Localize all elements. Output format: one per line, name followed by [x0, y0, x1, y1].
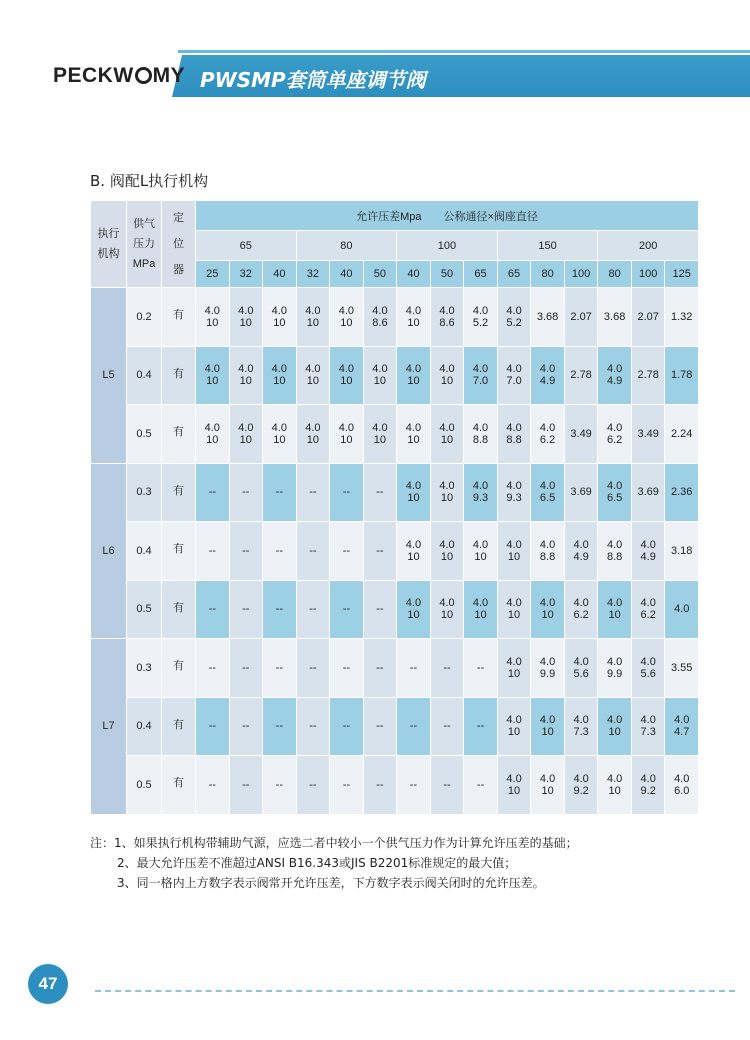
value-cell: --	[430, 697, 464, 756]
actuator-L5: L5	[91, 288, 127, 464]
value-cell: 4.0 10	[598, 580, 632, 639]
value-cell: --	[196, 522, 230, 581]
notes	[90, 833, 578, 893]
dn-65: 65	[196, 231, 297, 261]
value-cell: 4.0 8.6	[363, 288, 397, 347]
positioner: 有	[162, 405, 196, 464]
value-cell: 4.0 10	[330, 288, 364, 347]
value-cell: 2.78	[631, 346, 665, 405]
value-cell: 4.0 6.2	[631, 580, 665, 639]
value-cell: 4.0 10	[531, 580, 565, 639]
value-cell: 4.0 10	[263, 346, 297, 405]
value-cell: --	[196, 756, 230, 815]
value-cell: --	[330, 463, 364, 522]
value-cell: 2.24	[665, 405, 699, 464]
positioner: 有	[162, 756, 196, 815]
value-cell: --	[430, 756, 464, 815]
value-cell: 3.49	[631, 405, 665, 464]
value-cell: 4.0 10	[497, 522, 531, 581]
value-cell: 3.68	[598, 288, 632, 347]
value-cell: --	[263, 522, 297, 581]
value-cell: --	[363, 756, 397, 815]
value-cell: --	[397, 639, 431, 698]
positioner: 有	[162, 639, 196, 698]
value-cell: --	[263, 463, 297, 522]
value-cell: 4.0 7.0	[464, 346, 498, 405]
supply-pressure: 0.4	[127, 346, 162, 405]
value-cell: 4.0 5.2	[497, 288, 531, 347]
value-cell: 4.0 10	[598, 697, 632, 756]
value-cell: 4.0 10	[430, 463, 464, 522]
value-cell: 4.0 10	[296, 288, 330, 347]
value-cell: 4.0 10	[229, 346, 263, 405]
value-cell: --	[263, 697, 297, 756]
value-cell: 3.69	[564, 463, 598, 522]
value-cell: --	[430, 639, 464, 698]
value-cell: 2.78	[564, 346, 598, 405]
seat-diameter: 100	[564, 261, 598, 288]
value-cell: --	[363, 697, 397, 756]
value-cell: --	[363, 463, 397, 522]
positioner: 有	[162, 580, 196, 639]
supply-pressure: 0.4	[127, 697, 162, 756]
value-cell: 4.0 4.9	[531, 346, 565, 405]
value-cell: --	[229, 580, 263, 639]
value-cell: --	[296, 639, 330, 698]
value-cell: 4.0 10	[464, 522, 498, 581]
gear-icon	[135, 67, 152, 84]
table-row	[91, 522, 699, 581]
value-cell: 4.0 9.2	[564, 756, 598, 815]
value-cell: --	[296, 756, 330, 815]
table-row	[91, 697, 699, 756]
value-cell: 4.0 7.3	[631, 697, 665, 756]
value-cell: 4.0 10	[263, 405, 297, 464]
supply-pressure: 0.3	[127, 463, 162, 522]
value-cell: 4.0 10	[598, 756, 632, 815]
seat-diameter: 32	[296, 261, 330, 288]
table-row	[91, 580, 699, 639]
value-cell: 4.0 4.9	[598, 346, 632, 405]
dn-200: 200	[598, 231, 699, 261]
footer-dashed-line	[95, 990, 735, 992]
value-cell: 4.0 10	[397, 405, 431, 464]
value-cell: --	[296, 463, 330, 522]
table-row	[91, 405, 699, 464]
value-cell: 4.0 10	[497, 697, 531, 756]
value-cell: --	[330, 756, 364, 815]
supply-pressure: 0.5	[127, 405, 162, 464]
value-cell: --	[330, 697, 364, 756]
value-cell: 4.0 8.8	[464, 405, 498, 464]
seat-diameter: 40	[263, 261, 297, 288]
supply-pressure: 0.5	[127, 756, 162, 815]
page-number: 47	[28, 964, 68, 1004]
value-cell: 4.0 4.9	[631, 522, 665, 581]
value-cell: 4.0 10	[196, 346, 230, 405]
value-cell: 4.0 9.2	[631, 756, 665, 815]
supply-pressure: 0.3	[127, 639, 162, 698]
page-title: PWSMP套筒单座调节阀	[200, 68, 426, 92]
value-cell: --	[229, 639, 263, 698]
value-cell: 4.0 6.2	[531, 405, 565, 464]
seat-diameter: 32	[229, 261, 263, 288]
seat-diameter: 100	[631, 261, 665, 288]
pressure-table	[90, 200, 699, 815]
value-cell: 4.0 9.3	[497, 463, 531, 522]
value-cell: 1.32	[665, 288, 699, 347]
value-cell: 4.0 9.9	[598, 639, 632, 698]
value-cell: 1.78	[665, 346, 699, 405]
value-cell: 4.0 4.9	[564, 522, 598, 581]
value-cell: --	[263, 756, 297, 815]
positioner: 有	[162, 697, 196, 756]
value-cell: 4.0 10	[497, 580, 531, 639]
seat-diameter: 25	[196, 261, 230, 288]
note-1: 注：1、如果执行机构带辅助气源，应选二者中较小一个供气压力作为计算允许压差的基础；	[90, 836, 578, 850]
dn-100: 100	[397, 231, 498, 261]
value-cell: 4.0 10	[296, 346, 330, 405]
value-cell: --	[363, 580, 397, 639]
value-cell: --	[229, 756, 263, 815]
logo-text-right: MY	[152, 64, 186, 87]
value-cell: 4.0 10	[196, 288, 230, 347]
supply-pressure: 0.2	[127, 288, 162, 347]
value-cell: 2.36	[665, 463, 699, 522]
value-cell: --	[229, 697, 263, 756]
value-cell: 2.07	[631, 288, 665, 347]
value-cell: --	[296, 697, 330, 756]
value-cell: 4.0 6.5	[531, 463, 565, 522]
value-cell: 4.0 10	[497, 639, 531, 698]
value-cell: 4.0 10	[397, 463, 431, 522]
seat-diameter: 65	[464, 261, 498, 288]
value-cell: 4.0 10	[363, 405, 397, 464]
value-cell: 4.0 6.0	[665, 756, 699, 815]
value-cell: --	[330, 639, 364, 698]
value-cell: 4.0 10	[497, 756, 531, 815]
value-cell: 4.0 9.3	[464, 463, 498, 522]
seat-diameter: 65	[497, 261, 531, 288]
seat-diameter: 80	[531, 261, 565, 288]
value-cell: 4.0 10	[397, 580, 431, 639]
value-cell: 4.0 10	[397, 346, 431, 405]
value-cell: 4.0 10	[229, 405, 263, 464]
value-cell: --	[464, 756, 498, 815]
value-cell: --	[196, 463, 230, 522]
table-row	[91, 756, 699, 815]
dn-80: 80	[296, 231, 397, 261]
value-cell: --	[229, 522, 263, 581]
value-cell: 4.0 10	[430, 522, 464, 581]
header-actuator: 执行 机构	[91, 201, 127, 288]
value-cell: 4.0 4.7	[665, 697, 699, 756]
value-cell: 4.0 10	[397, 522, 431, 581]
table-row	[91, 288, 699, 347]
value-cell: 4.0 8.8	[497, 405, 531, 464]
value-cell: 4.0 10	[430, 580, 464, 639]
value-cell: 4.0 6.2	[598, 405, 632, 464]
logo-text-left: PECKW	[53, 64, 134, 87]
value-cell: --	[397, 756, 431, 815]
positioner: 有	[162, 346, 196, 405]
note-2: 2、最大允许压差不准超过ANSI B16.343或JIS B2201标准规定的最大值；	[117, 856, 517, 870]
value-cell: 4.0 7.3	[564, 697, 598, 756]
value-cell: 3.18	[665, 522, 699, 581]
header-accent-line	[178, 50, 750, 53]
value-cell: 4.0 9.9	[531, 639, 565, 698]
value-cell: --	[229, 463, 263, 522]
value-cell: 4.0 6.5	[598, 463, 632, 522]
value-cell: 3.69	[631, 463, 665, 522]
seat-diameter: 50	[363, 261, 397, 288]
value-cell: --	[263, 580, 297, 639]
value-cell: 3.55	[665, 639, 699, 698]
seat-diameter: 40	[397, 261, 431, 288]
value-cell: 4.0 10	[330, 405, 364, 464]
seat-diameter: 80	[598, 261, 632, 288]
value-cell: --	[330, 580, 364, 639]
value-cell: --	[397, 697, 431, 756]
table-row	[91, 346, 699, 405]
value-cell: 4.0 10	[397, 288, 431, 347]
value-cell: --	[196, 580, 230, 639]
table-row	[91, 463, 699, 522]
positioner: 有	[162, 288, 196, 347]
value-cell: --	[196, 697, 230, 756]
value-cell: 2.07	[564, 288, 598, 347]
value-cell: 4.0 10	[296, 405, 330, 464]
value-cell: 4.0 6.2	[564, 580, 598, 639]
value-cell: 4.0 5.2	[464, 288, 498, 347]
section-title: B. 阀配L执行机构	[90, 172, 209, 190]
value-cell: 4.0 7.0	[497, 346, 531, 405]
actuator-L7: L7	[91, 639, 127, 815]
header-positioner: 定 位 器	[162, 201, 196, 288]
seat-diameter: 125	[665, 261, 699, 288]
value-cell: --	[363, 639, 397, 698]
value-cell: 4.0 8.6	[430, 288, 464, 347]
value-cell: 4.0 10	[464, 580, 498, 639]
value-cell: --	[464, 697, 498, 756]
dn-150: 150	[497, 231, 598, 261]
value-cell: --	[296, 522, 330, 581]
value-cell: 4.0 10	[330, 346, 364, 405]
value-cell: 4.0 10	[196, 405, 230, 464]
value-cell: 4.0 10	[363, 346, 397, 405]
value-cell: 4.0	[665, 580, 699, 639]
value-cell: 4.0 8.8	[598, 522, 632, 581]
supply-pressure: 0.4	[127, 522, 162, 581]
header-main: 允许压差Mpa 公称通径×阀座直径	[196, 201, 699, 231]
value-cell: 4.0 10	[430, 346, 464, 405]
seat-diameter: 40	[330, 261, 364, 288]
value-cell: --	[464, 639, 498, 698]
value-cell: --	[263, 639, 297, 698]
value-cell: --	[363, 522, 397, 581]
seat-diameter: 50	[430, 261, 464, 288]
value-cell: 4.0 10	[263, 288, 297, 347]
value-cell: 4.0 10	[430, 405, 464, 464]
value-cell: 4.0 10	[531, 697, 565, 756]
brand-logo	[53, 64, 185, 88]
value-cell: 4.0 5.6	[631, 639, 665, 698]
value-cell: 3.68	[531, 288, 565, 347]
actuator-L6: L6	[91, 463, 127, 639]
value-cell: 4.0 10	[531, 756, 565, 815]
header-supply-pressure: 供气 压力 MPa	[127, 201, 162, 288]
value-cell: 4.0 8.8	[531, 522, 565, 581]
positioner: 有	[162, 522, 196, 581]
note-3: 3、同一格内上方数字表示阀常开允许压差，下方数字表示阀关闭时的允许压差。	[117, 876, 545, 890]
value-cell: 4.0 10	[229, 288, 263, 347]
positioner: 有	[162, 463, 196, 522]
value-cell: 4.0 5.6	[564, 639, 598, 698]
table-row	[91, 639, 699, 698]
value-cell: --	[196, 639, 230, 698]
value-cell: 3.49	[564, 405, 598, 464]
value-cell: --	[296, 580, 330, 639]
value-cell: --	[330, 522, 364, 581]
supply-pressure: 0.5	[127, 580, 162, 639]
